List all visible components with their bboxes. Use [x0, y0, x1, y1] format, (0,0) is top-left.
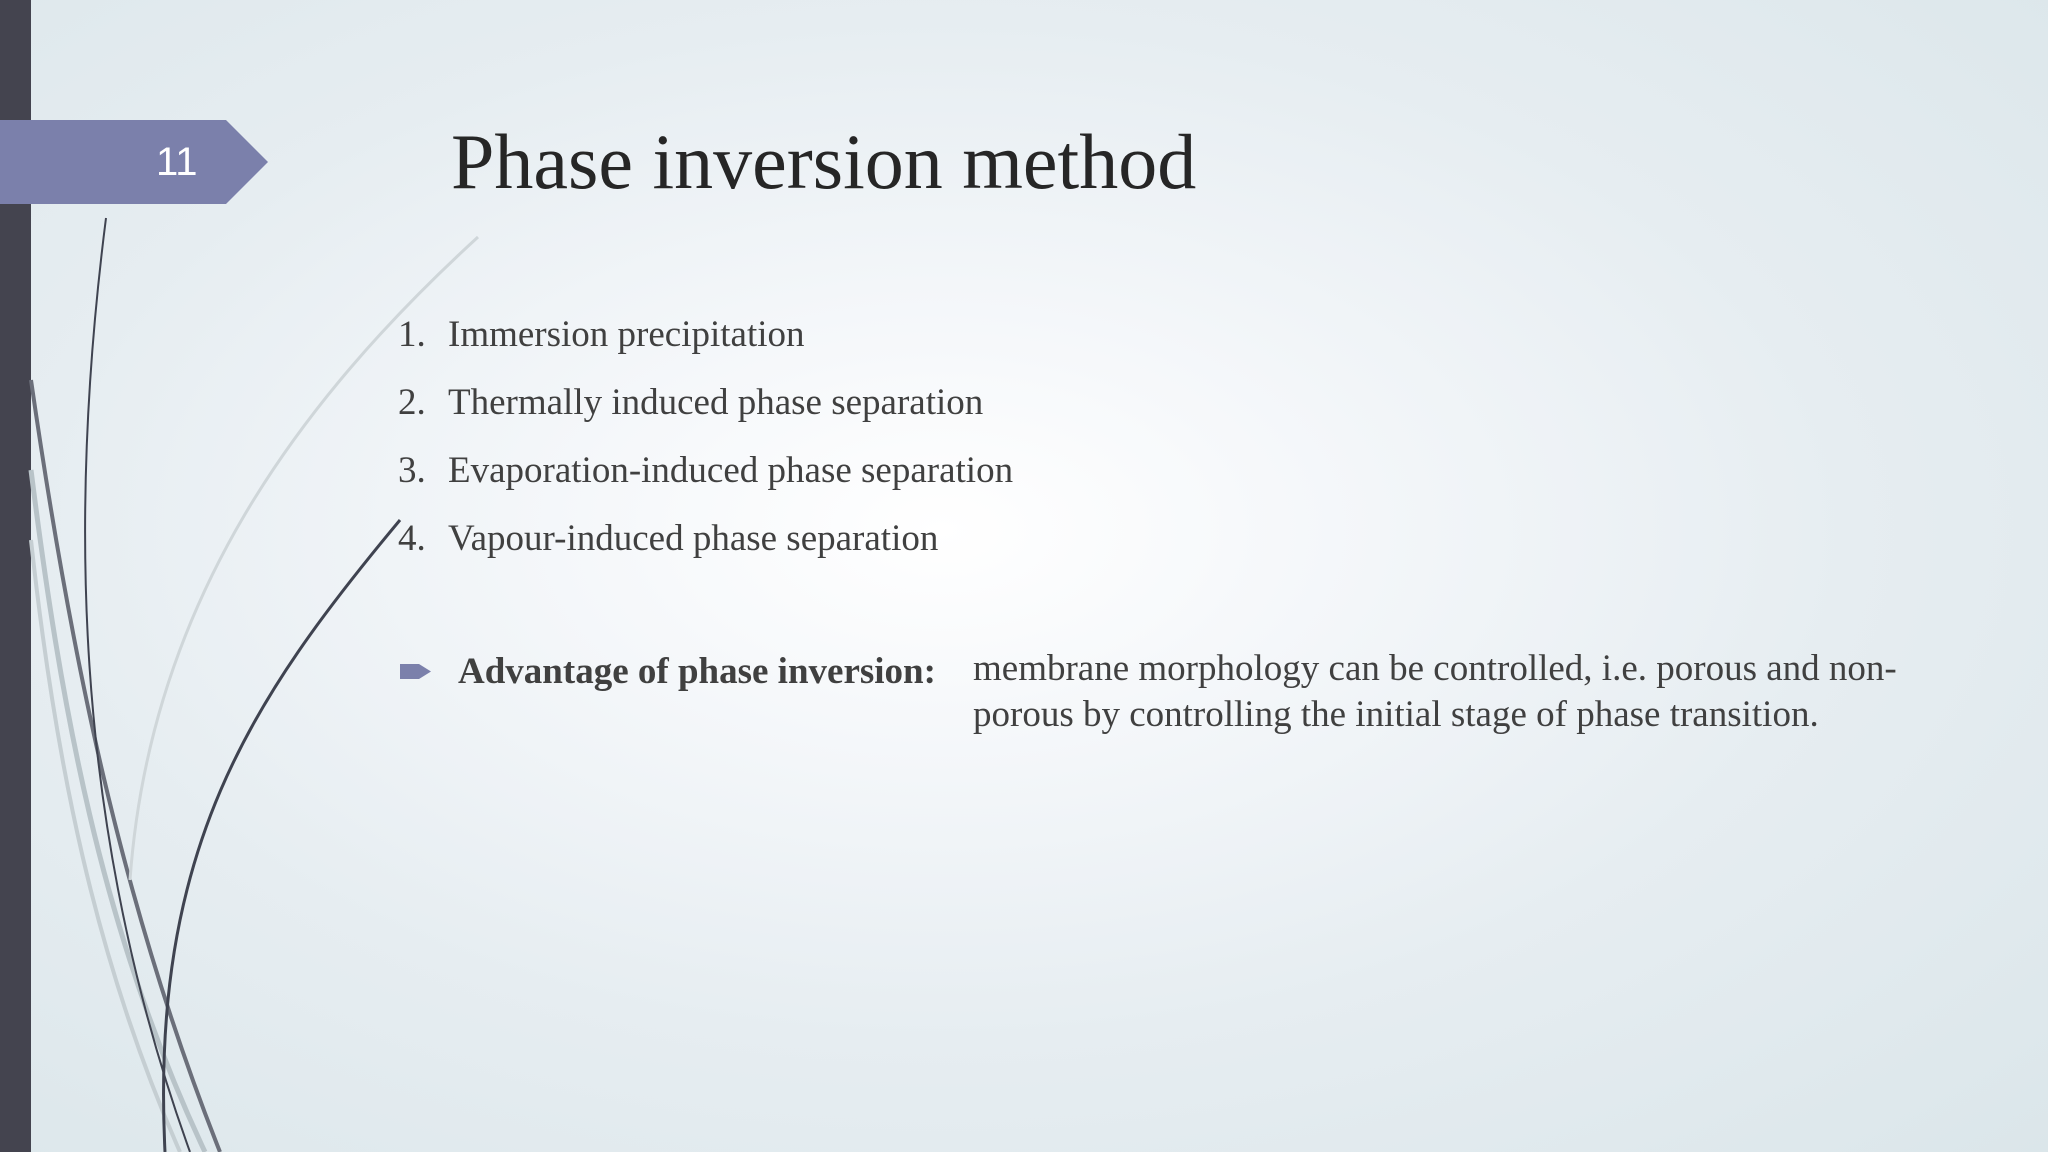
list-item-label: Immersion precipitation	[448, 314, 805, 355]
slide-number-tag	[0, 120, 268, 204]
list-item	[398, 511, 1013, 579]
list-item-number: 1.	[398, 314, 426, 355]
list-item-label: Thermally induced phase separation	[448, 382, 984, 423]
list-item-label: Evaporation-induced phase separation	[448, 450, 1014, 491]
advantage-label: Advantage of phase inversion:	[458, 651, 936, 692]
list-item	[398, 375, 1013, 443]
list-item	[398, 307, 1013, 375]
advantage-bullet	[400, 646, 1960, 746]
slide-number: 11	[156, 140, 198, 184]
list-item-label: Vapour-induced phase separation	[448, 518, 939, 559]
list-item-number: 2.	[398, 382, 426, 423]
slide-title: Phase inversion method	[451, 118, 1197, 205]
method-list	[398, 307, 1013, 579]
list-item-number: 3.	[398, 450, 426, 491]
arrow-bullet-icon	[400, 661, 431, 682]
list-item	[398, 443, 1013, 511]
list-item-number: 4.	[398, 518, 426, 559]
advantage-text: membrane morphology can be controlled, i.e. porous and non-porous by controlling the initial stage of phase transition.	[973, 648, 1897, 735]
